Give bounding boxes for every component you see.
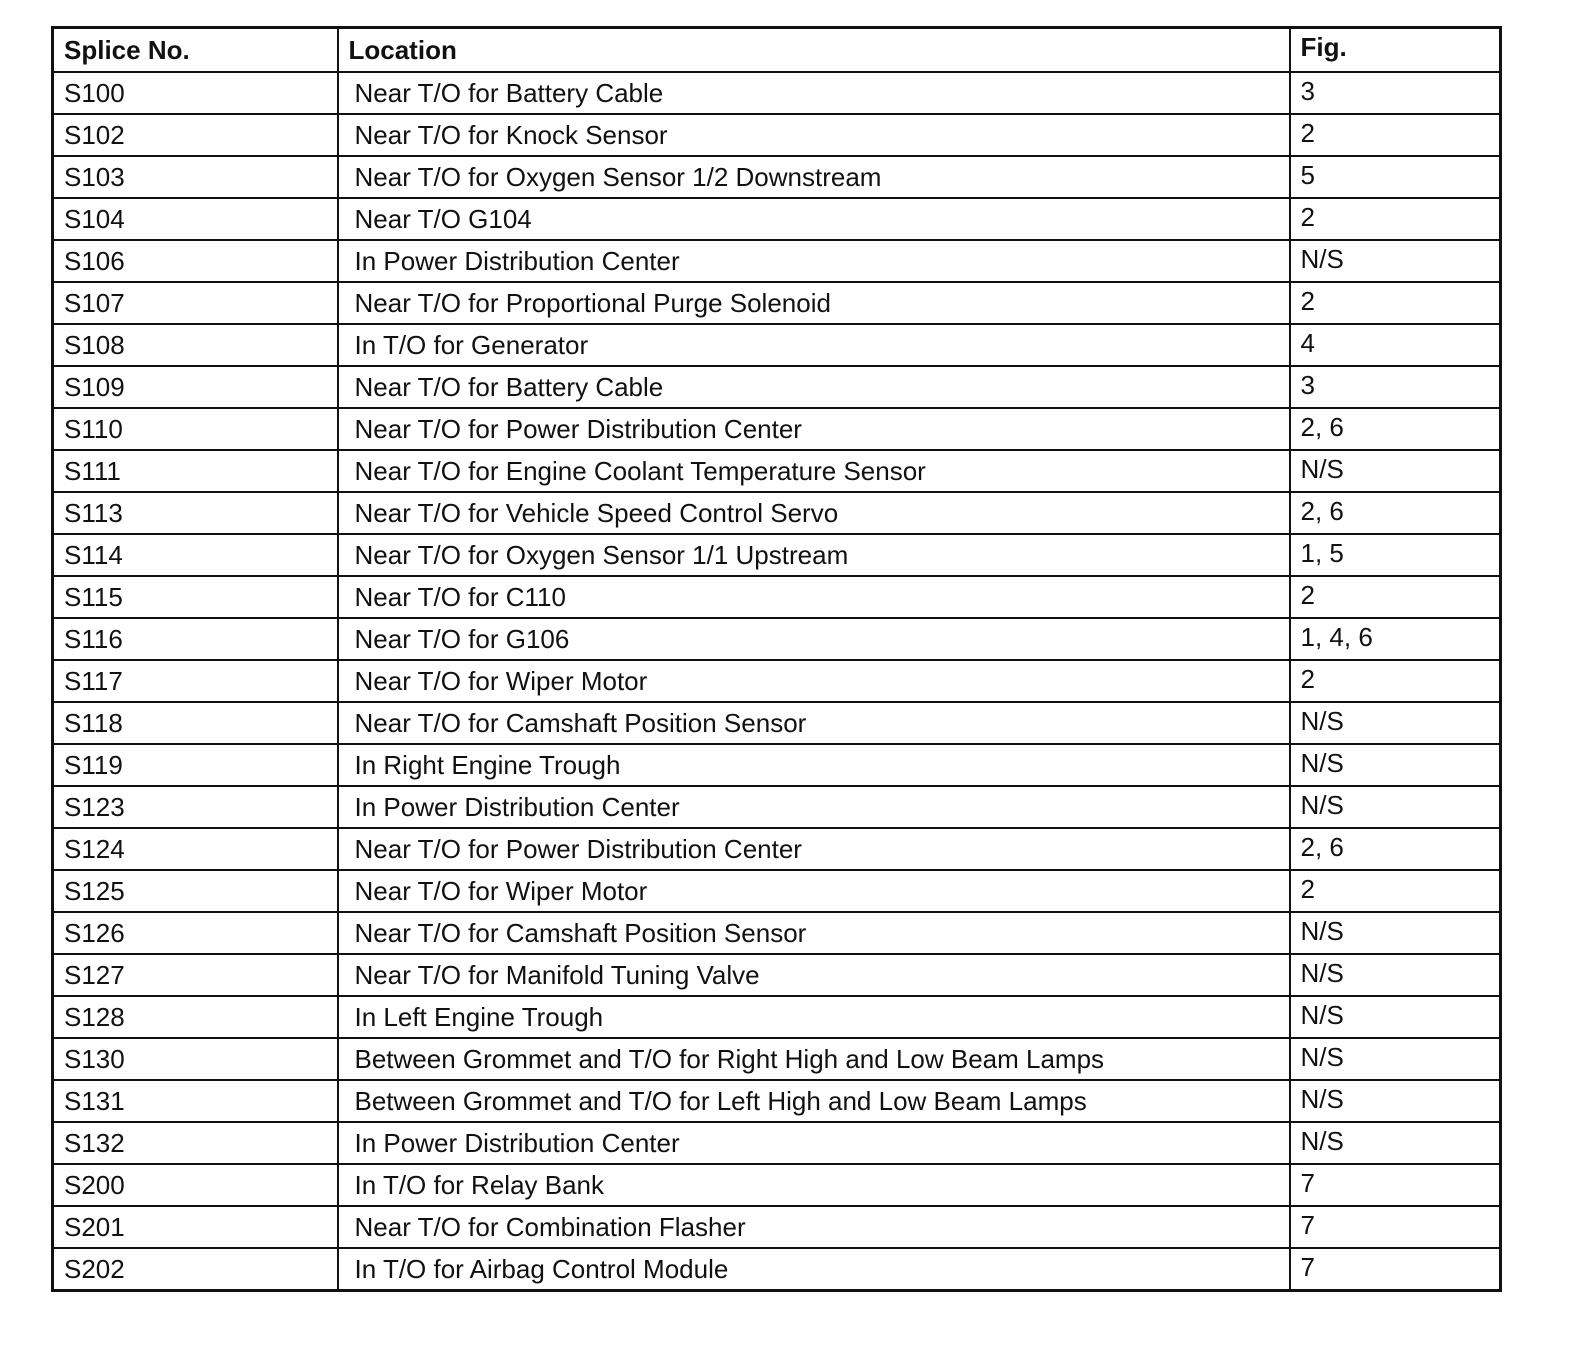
header-splice-no: Splice No.	[53, 28, 338, 73]
splice-table	[51, 26, 1502, 1292]
table-row	[53, 366, 1501, 408]
location-cell: Near T/O for Knock Sensor	[338, 114, 1290, 156]
header-fig: Fig.	[1290, 28, 1501, 73]
fig-cell: 1, 5	[1290, 534, 1501, 576]
splice-cell: S125	[53, 870, 338, 912]
splice-cell: S202	[53, 1248, 338, 1291]
location-cell: Near T/O for Wiper Motor	[338, 870, 1290, 912]
fig-cell: N/S	[1290, 912, 1501, 954]
fig-cell: N/S	[1290, 240, 1501, 282]
splice-cell: S109	[53, 366, 338, 408]
table-row	[53, 660, 1501, 702]
fig-cell: 2	[1290, 198, 1501, 240]
fig-cell: N/S	[1290, 1038, 1501, 1080]
splice-cell: S107	[53, 282, 338, 324]
location-cell: In Power Distribution Center	[338, 240, 1290, 282]
location-cell: Near T/O for Power Distribution Center	[338, 408, 1290, 450]
location-cell: Near T/O for Camshaft Position Sensor	[338, 702, 1290, 744]
location-cell: Between Grommet and T/O for Left High and Low Beam Lamps	[338, 1080, 1290, 1122]
fig-cell: 2	[1290, 660, 1501, 702]
location-cell: In Left Engine Trough	[338, 996, 1290, 1038]
location-cell: Near T/O for Vehicle Speed Control Servo	[338, 492, 1290, 534]
fig-cell: N/S	[1290, 786, 1501, 828]
location-cell: In T/O for Generator	[338, 324, 1290, 366]
table-row	[53, 912, 1501, 954]
location-cell: Near T/O for Wiper Motor	[338, 660, 1290, 702]
table-row	[53, 240, 1501, 282]
document-page	[51, 26, 1499, 1292]
fig-cell: 2	[1290, 282, 1501, 324]
splice-cell: S118	[53, 702, 338, 744]
table-row	[53, 156, 1501, 198]
splice-cell: S130	[53, 1038, 338, 1080]
fig-cell: 2, 6	[1290, 828, 1501, 870]
splice-cell: S102	[53, 114, 338, 156]
fig-cell: 2	[1290, 870, 1501, 912]
table-row	[53, 870, 1501, 912]
table-row	[53, 198, 1501, 240]
table-row	[53, 1038, 1501, 1080]
fig-cell: 2	[1290, 114, 1501, 156]
table-row	[53, 1206, 1501, 1248]
header-row	[53, 28, 1501, 73]
splice-cell: S115	[53, 576, 338, 618]
location-cell: Near T/O for C110	[338, 576, 1290, 618]
table-row	[53, 1080, 1501, 1122]
location-cell: Near T/O for Proportional Purge Solenoid	[338, 282, 1290, 324]
splice-cell: S100	[53, 72, 338, 114]
splice-cell: S117	[53, 660, 338, 702]
splice-cell: S127	[53, 954, 338, 996]
splice-cell: S104	[53, 198, 338, 240]
fig-cell: 7	[1290, 1248, 1501, 1291]
table-row	[53, 1122, 1501, 1164]
table-row	[53, 324, 1501, 366]
splice-cell: S124	[53, 828, 338, 870]
splice-cell: S200	[53, 1164, 338, 1206]
location-cell: In Power Distribution Center	[338, 1122, 1290, 1164]
fig-cell: N/S	[1290, 954, 1501, 996]
fig-cell: N/S	[1290, 1080, 1501, 1122]
table-row	[53, 996, 1501, 1038]
table-row	[53, 408, 1501, 450]
table-row	[53, 282, 1501, 324]
location-cell: Near T/O for Battery Cable	[338, 72, 1290, 114]
location-cell: In T/O for Airbag Control Module	[338, 1248, 1290, 1291]
table-row	[53, 1248, 1501, 1291]
fig-cell: N/S	[1290, 702, 1501, 744]
location-cell: Near T/O for Manifold Tuning Valve	[338, 954, 1290, 996]
location-cell: Near T/O for Combination Flasher	[338, 1206, 1290, 1248]
splice-cell: S131	[53, 1080, 338, 1122]
location-cell: Near T/O for Engine Coolant Temperature Sensor	[338, 450, 1290, 492]
location-cell: In Right Engine Trough	[338, 744, 1290, 786]
table-row	[53, 954, 1501, 996]
fig-cell: 2, 6	[1290, 492, 1501, 534]
location-cell: In T/O for Relay Bank	[338, 1164, 1290, 1206]
table-row	[53, 72, 1501, 114]
table-row	[53, 786, 1501, 828]
splice-cell: S113	[53, 492, 338, 534]
table-row	[53, 450, 1501, 492]
splice-cell: S116	[53, 618, 338, 660]
table-row	[53, 114, 1501, 156]
location-cell: In Power Distribution Center	[338, 786, 1290, 828]
table-row	[53, 744, 1501, 786]
location-cell: Near T/O for G106	[338, 618, 1290, 660]
table-row	[53, 618, 1501, 660]
fig-cell: N/S	[1290, 744, 1501, 786]
splice-cell: S108	[53, 324, 338, 366]
splice-cell: S201	[53, 1206, 338, 1248]
fig-cell: N/S	[1290, 996, 1501, 1038]
fig-cell: 3	[1290, 366, 1501, 408]
table-row	[53, 1164, 1501, 1206]
fig-cell: 7	[1290, 1164, 1501, 1206]
table-row	[53, 702, 1501, 744]
splice-cell: S106	[53, 240, 338, 282]
splice-cell: S110	[53, 408, 338, 450]
table-row	[53, 576, 1501, 618]
splice-cell: S103	[53, 156, 338, 198]
splice-cell: S128	[53, 996, 338, 1038]
header-location: Location	[338, 28, 1290, 73]
splice-cell: S119	[53, 744, 338, 786]
fig-cell: N/S	[1290, 450, 1501, 492]
fig-cell: 7	[1290, 1206, 1501, 1248]
splice-cell: S123	[53, 786, 338, 828]
fig-cell: 2, 6	[1290, 408, 1501, 450]
splice-cell: S126	[53, 912, 338, 954]
location-cell: Near T/O for Oxygen Sensor 1/1 Upstream	[338, 534, 1290, 576]
splice-cell: S114	[53, 534, 338, 576]
fig-cell: 5	[1290, 156, 1501, 198]
fig-cell: 2	[1290, 576, 1501, 618]
location-cell: Near T/O for Power Distribution Center	[338, 828, 1290, 870]
location-cell: Near T/O for Battery Cable	[338, 366, 1290, 408]
fig-cell: 4	[1290, 324, 1501, 366]
splice-cell: S111	[53, 450, 338, 492]
fig-cell: N/S	[1290, 1122, 1501, 1164]
table-row	[53, 534, 1501, 576]
location-cell: Near T/O for Oxygen Sensor 1/2 Downstream	[338, 156, 1290, 198]
fig-cell: 1, 4, 6	[1290, 618, 1501, 660]
table-row	[53, 492, 1501, 534]
location-cell: Near T/O for Camshaft Position Sensor	[338, 912, 1290, 954]
location-cell: Between Grommet and T/O for Right High and Low Beam Lamps	[338, 1038, 1290, 1080]
splice-cell: S132	[53, 1122, 338, 1164]
table-row	[53, 828, 1501, 870]
fig-cell: 3	[1290, 72, 1501, 114]
location-cell: Near T/O G104	[338, 198, 1290, 240]
